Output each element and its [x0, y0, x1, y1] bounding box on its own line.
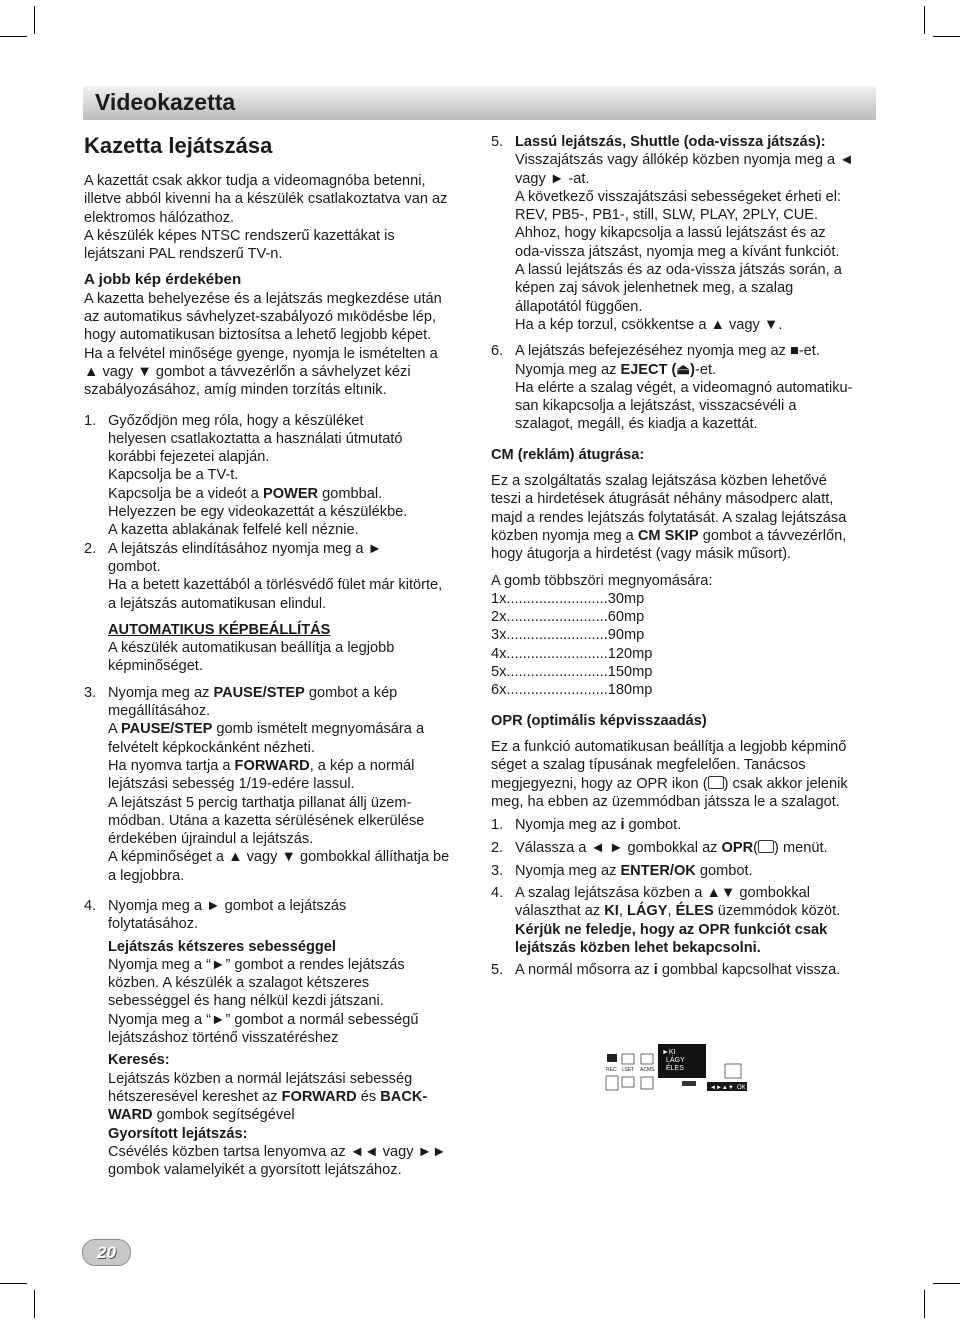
- step-number: 3.: [84, 684, 97, 701]
- osd-iset-label: i.SET: [622, 1067, 635, 1073]
- text-line: [515, 961, 881, 979]
- text-span: Válassza a ◄ ► gombokkal az: [515, 840, 722, 857]
- opr-icon: [758, 840, 774, 853]
- page-number-badge: [82, 1239, 131, 1266]
- step-number: 4.: [491, 884, 504, 901]
- text-line: Nyomja meg a “►” gombot a normál sebességű: [108, 1011, 419, 1028]
- text-line: A lassú lejátszás és az oda-vissza játszás során, a: [515, 262, 842, 279]
- text-line: Helyezzen be egy videokazettát a készülékbe.: [108, 504, 408, 521]
- text-line: A készülék képes NTSC rendszerű kazettákat is: [84, 227, 395, 244]
- subheading-fast: Gyorsított lejátszás:: [108, 1125, 248, 1142]
- subheading-auto: AUTOMATIKUS KÉPBEÁLLÍTÁS: [108, 621, 331, 638]
- repeat-row: 1x.........................30mp: [491, 590, 645, 607]
- text-span: üzemmódok közöt.: [713, 903, 841, 920]
- text-line: majd a rendes lejátszás folytatását. A szalag lejátszása: [491, 509, 847, 526]
- power-keyword: POWER: [262, 485, 319, 502]
- opr-step-5: [491, 961, 881, 979]
- text-line: teszi a hirdetések átugrását néhány másodperc alatt,: [491, 491, 834, 508]
- backward-keyword: WARD: [108, 1107, 153, 1124]
- text-span: A: [108, 721, 121, 738]
- text-line: [108, 1088, 479, 1106]
- text-span: gombot a kép: [304, 684, 398, 701]
- text-line: Lejátszás közben a normál lejátszási sebesség: [108, 1070, 413, 1087]
- text-line: A készülék automatikusan beállítja a legjobb: [108, 640, 395, 657]
- note-line: Kérjük ne feledje, hogy az OPR funkciót csak: [515, 921, 828, 938]
- text-line: megállításához.: [108, 703, 211, 720]
- crop-mark: [924, 1290, 925, 1318]
- step-number: 4.: [84, 897, 97, 914]
- text-line: A gomb többszöri megnyomására:: [491, 572, 713, 589]
- text-span: -et.: [695, 361, 717, 378]
- text-line: ▲ vagy ▼ gombot a távvezérlőn a sávhelyzet kézi: [84, 363, 411, 380]
- text-line: képminőséget.: [108, 658, 203, 675]
- step-3: [84, 684, 479, 885]
- text-line: [108, 1106, 479, 1124]
- opr-step-2: [491, 839, 881, 857]
- text-span: megjegyezni, hogy az OPR ikon (: [491, 775, 708, 792]
- text-line: Ha a betett kazettából a törlésvédő fület már kitörte,: [108, 577, 443, 594]
- osd-acms-label: ACMS: [640, 1067, 655, 1073]
- text-line: [108, 757, 479, 775]
- text-span: gombbal kapcsolhat vissza.: [657, 962, 841, 979]
- opr-keyword: OPR: [721, 840, 754, 857]
- text-line: képen zaj sávok jelenhetnek meg, a szalag: [515, 280, 794, 297]
- text-line: sebességgel és hang nélkül kezdi játszani.: [108, 993, 384, 1010]
- text-span: ,: [667, 903, 676, 920]
- cm-skip-keyword: CM SKIP: [637, 527, 699, 544]
- crop-mark: [34, 6, 35, 34]
- text-line: módban. Utána a kazetta sérülésének elkerülése: [108, 812, 425, 829]
- pause-step-keyword: PAUSE/STEP: [120, 721, 213, 738]
- text-line: Ha a kép torzul, csökkentse a ▲ vagy ▼.: [515, 316, 783, 333]
- forward-keyword: FORWARD: [234, 757, 310, 774]
- text-line: korábbi fejezetei alapján.: [108, 449, 270, 466]
- step-number: 1.: [491, 817, 504, 834]
- crop-mark: [0, 1283, 27, 1284]
- text-span: Nyomja meg az: [515, 862, 621, 879]
- text-line: érdekében újraindul a lejátszás.: [108, 831, 314, 848]
- text-line: A képminőséget a ▲ vagy ▼ gombokkal állíthatja be: [108, 849, 450, 866]
- subheading-double-speed: Lejátszás kétszeres sebességgel: [108, 938, 336, 955]
- crop-mark: [933, 36, 960, 37]
- text-span: A normál mősorra az: [515, 962, 654, 979]
- text-span: Nyomja meg az: [515, 817, 621, 834]
- text-span: ) menüt.: [774, 840, 828, 857]
- text-line: lejátszáshoz történő visszatéréshez: [108, 1030, 339, 1047]
- step-5: [491, 133, 881, 334]
- nav-arrows-icon: ◄►▲▼: [710, 1085, 734, 1091]
- text-line: oda-vissza játszást, nyomja meg a kívánt funkciót.: [515, 243, 840, 260]
- text-line: [108, 684, 479, 702]
- text-line: [491, 775, 881, 793]
- text-span: gombok segítségével: [152, 1107, 295, 1124]
- step-4: [84, 897, 479, 1179]
- opr-bar-icon: [682, 1081, 696, 1086]
- text-span: közben nyomja meg a: [491, 527, 638, 544]
- opr-option-off: ►KI: [662, 1049, 676, 1056]
- text-span: gombot a távvezérlőn,: [698, 527, 847, 544]
- text-line: Ha elérte a szalag végét, a videomagnó automatiku-: [515, 379, 853, 396]
- mode-keyword: LÁGY: [626, 903, 668, 920]
- text-line: vagy ► -at.: [515, 170, 590, 187]
- section-header: [83, 86, 876, 120]
- subheading-opr: OPR (optimális képvisszaadás): [491, 712, 707, 729]
- forward-keyword: FORWARD: [281, 1088, 357, 1105]
- text-line: A kazetta behelyezése és a lejátszás megkezdése után: [84, 290, 442, 307]
- text-line: szabályozásához, amíg minden torzítás eltınik.: [84, 382, 387, 399]
- text-line: A lejátszást 5 percig tarthatja pillanat állj üzem-: [108, 794, 412, 811]
- text-line: séget a szalag típusának megfelelően. Tanácsos: [491, 757, 806, 774]
- text-line: [108, 485, 479, 503]
- backward-keyword: BACK-: [380, 1088, 428, 1105]
- text-line: folytatásához.: [108, 916, 199, 933]
- text-line: a legjobbra.: [108, 867, 185, 884]
- text-line: elektromos hálózathoz.: [84, 209, 235, 226]
- subheading: A jobb kép érdekében: [84, 271, 242, 289]
- text-line: állapotától függően.: [515, 298, 643, 315]
- repeat-row: 4x.........................120mp: [491, 645, 653, 662]
- step-number: 3.: [491, 862, 504, 879]
- text-line: hogy átugorja a hirdetést (vagy másik műsort).: [491, 546, 792, 563]
- text-span: gombot.: [624, 817, 682, 834]
- text-line: közben. A készülék a szalagot kétszeres: [108, 975, 370, 992]
- text-line: gombok valamelyikét a gyorsított lejátszához.: [108, 1162, 402, 1179]
- repeat-row: 2x.........................60mp: [491, 609, 645, 626]
- mode-keyword: KI: [604, 903, 619, 920]
- step-6: [491, 342, 881, 433]
- text-span: (: [753, 840, 759, 857]
- step-2: [84, 540, 479, 676]
- opr-step-4: [491, 884, 881, 957]
- text-span: ,: [618, 903, 627, 920]
- text-line: [515, 862, 881, 880]
- page-number: 20: [97, 1243, 116, 1262]
- step-1: [84, 412, 479, 540]
- text-line: [515, 839, 881, 857]
- text-line: [108, 720, 479, 738]
- text-line: A lejátszás elindításához nyomja meg a ►: [108, 540, 383, 557]
- mode-keyword: ÉLES: [675, 903, 714, 920]
- text-span: ) csak akkor jelenik: [723, 775, 848, 792]
- osd-rec-label: REC: [606, 1067, 617, 1073]
- opr-option-soft: LÁGY: [666, 1057, 685, 1064]
- step-number: 5.: [491, 962, 504, 979]
- text-line: gombot.: [108, 558, 161, 575]
- osd-ok-label: OK: [737, 1085, 746, 1091]
- text-line: A kazetta ablakának felfelé kell néznie.: [108, 522, 359, 539]
- right-column: [491, 133, 881, 979]
- text-line: A lejátszás befejezéséhez nyomja meg az ■-et.: [515, 343, 820, 360]
- text-line: Ahhoz, hogy kikapcsolja a lassú lejátszást és az: [515, 225, 826, 242]
- text-line: Nyomja meg a ► gombot a lejátszás: [108, 897, 347, 914]
- text-span: gomb ismételt megnyomására a: [212, 721, 425, 738]
- crop-mark: [933, 1283, 960, 1284]
- crop-mark: [34, 1290, 35, 1318]
- text-line: illetve abból kivenni ha a készülék csatlakoztatva van az: [84, 191, 448, 208]
- text-line: san kikapcsolja a lejátszást, visszacsévéli a: [515, 398, 797, 415]
- info-keyword: i: [620, 817, 625, 834]
- opr-step-1: [491, 816, 881, 834]
- osd-menu-illustration: [598, 1043, 751, 1101]
- text-line: Ez a funkció automatikusan beállítja a legjobb képminő: [491, 738, 847, 755]
- text-span: Kapcsolja be a videót a: [108, 485, 263, 502]
- text-line: lejátszani PAL rendszerű TV-n.: [84, 246, 283, 263]
- text-line: A szalag lejátszása közben a ▲▼ gombokkal: [515, 884, 810, 901]
- step-number: 1.: [84, 412, 97, 429]
- text-line: helyesen csatlakoztatta a használati útmutató: [108, 430, 403, 447]
- text-span: választhat az: [515, 903, 605, 920]
- subheading-cm-skip: CM (reklám) átugrása:: [491, 446, 645, 463]
- opr-step-3: [491, 862, 881, 880]
- opr-option-sharp: ÉLES: [666, 1065, 684, 1072]
- text-line: Visszajátszás vagy állókép közben nyomja meg a ◄: [515, 152, 854, 169]
- text-line: [515, 902, 881, 920]
- info-keyword: i: [653, 962, 658, 979]
- text-line: [491, 527, 881, 545]
- text-span: és: [356, 1088, 381, 1105]
- text-line: meg, ha ebben az üzemmódban játssza le a szalagot.: [491, 793, 840, 810]
- subheading-search: Keresés:: [108, 1052, 170, 1069]
- enter-ok-keyword: ENTER/OK: [620, 862, 696, 879]
- text-line: [515, 361, 881, 379]
- clock-icon: [607, 1054, 617, 1062]
- note-line: lejátszás közben lehet bekapcsolni.: [515, 939, 761, 956]
- text-line: az automatikus sávhelyzet-szabályozó mıködésbe lép,: [84, 309, 437, 326]
- text-span: Ha nyomva tartja a: [108, 757, 235, 774]
- text-line: A kazettát csak akkor tudja a videomagnóba betenni,: [84, 173, 426, 189]
- step-number: 2.: [491, 840, 504, 857]
- text-line: a lejátszás automatikusan elindul.: [108, 595, 327, 612]
- text-line: Ha a felvétel minősége gyenge, nyomja le ismételten a: [84, 345, 438, 362]
- text-line: Kapcsolja be a TV-t.: [108, 467, 239, 484]
- text-line: Győződjön meg róla, hogy a készüléket: [108, 412, 364, 429]
- opr-icon: [708, 776, 724, 789]
- step-number: 5.: [491, 134, 504, 150]
- text-line: hogy automatikusan biztosítsa a lehető legjobb képet.: [84, 327, 432, 344]
- text-line: Ez a szolgáltatás szalag lejátszása közben lehetővé: [491, 473, 827, 490]
- text-line: lejátszási sebesség 1/19-edére lassul.: [108, 776, 355, 793]
- section-title: Videokazetta: [95, 89, 236, 115]
- text-line: REV, PB5-, PB1-, still, SLW, PLAY, 2PLY, CUE.: [515, 207, 819, 224]
- text-line: szalagot, megáll, és kiadja a kazettát.: [515, 416, 758, 433]
- crop-mark: [0, 36, 27, 37]
- left-column: [84, 133, 479, 1179]
- text-span: , a kép a normál: [309, 757, 415, 774]
- step-number: 2.: [84, 540, 97, 557]
- text-line: [515, 816, 881, 834]
- page-title: Kazetta lejátszása: [84, 133, 273, 158]
- repeat-row: 3x.........................90mp: [491, 627, 645, 644]
- text-span: gombot.: [695, 862, 753, 879]
- eject-keyword: EJECT (⏏): [620, 361, 696, 378]
- step-number: 6.: [491, 343, 504, 360]
- text-span: Nyomja meg az: [515, 361, 621, 378]
- crop-mark: [924, 6, 925, 34]
- text-line: Csévélés közben tartsa lenyomva az ◄◄ vagy ►►: [108, 1143, 447, 1160]
- step-title: Lassú lejátszás, Shuttle (oda-vissza játszás):: [515, 134, 826, 150]
- text-line: A következő visszajátszási sebességeket érheti el:: [515, 188, 842, 205]
- text-line: Nyomja meg a “►” gombot a rendes lejátszás: [108, 956, 405, 973]
- repeat-row: 5x.........................150mp: [491, 664, 653, 681]
- text-span: Nyomja meg az: [108, 684, 214, 701]
- text-line: felvételt képkockánként nézheti.: [108, 739, 315, 756]
- text-span: hétszeresével kereshet az: [108, 1088, 282, 1105]
- repeat-row: 6x.........................180mp: [491, 682, 653, 699]
- pause-step-keyword: PAUSE/STEP: [213, 684, 305, 701]
- text-span: gombbal.: [318, 485, 383, 502]
